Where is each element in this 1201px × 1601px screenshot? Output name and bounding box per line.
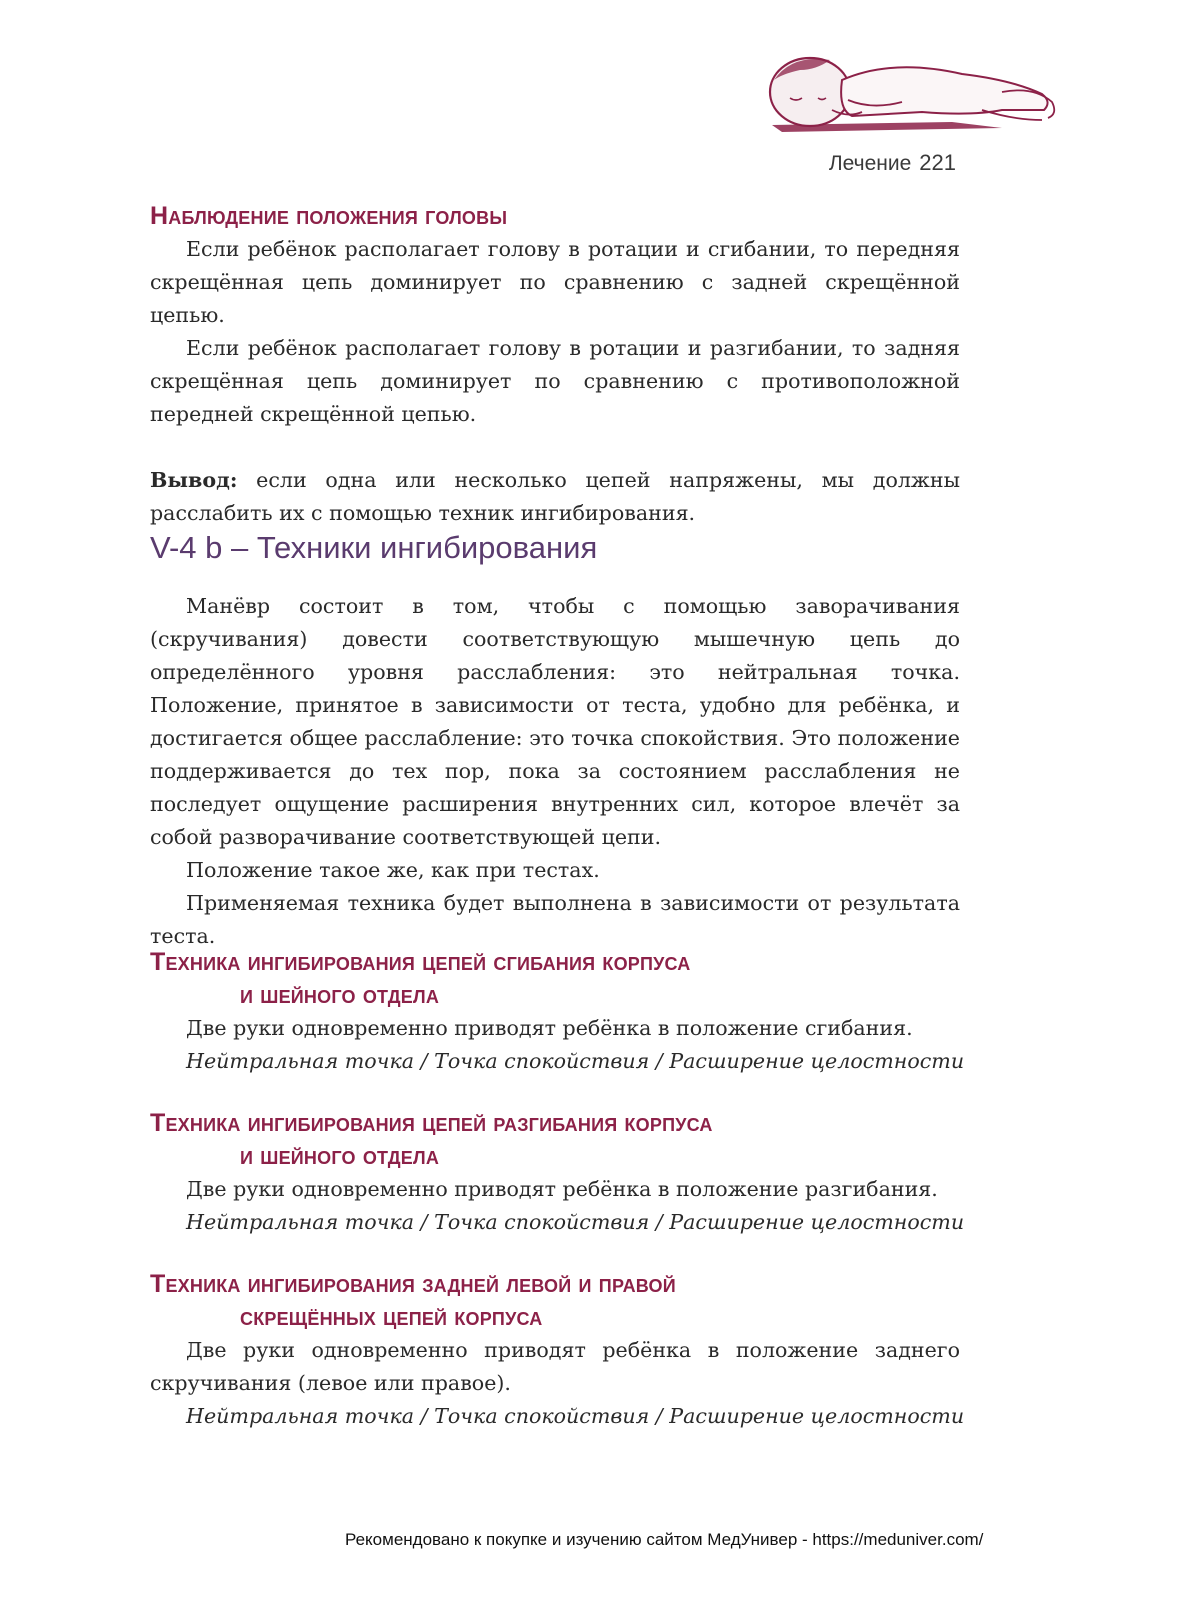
conclusion-label: Вывод: xyxy=(150,468,238,492)
running-title: Лечение xyxy=(828,152,912,175)
technique-block xyxy=(150,1107,965,1239)
technique-heading-line2: и шейного отдела xyxy=(240,1142,440,1170)
footer-recommendation: Рекомендовано к покупке и изучению сайтом МедУнивер - https://meduniver.com/ xyxy=(345,1530,984,1549)
section-inhibition-body xyxy=(150,590,960,953)
paragraph: Манёвр состоит в том, чтобы с помощью заворачивания (скручивания) довести соответствующую мышечную цепь до определённого уровня расслабления: это нейтральная точка. Положение, принятое в зависимости от теста, удобно для ребёнка, и достигается общее расслабление: это точка спокойствия. Это положение поддерживается до тех пор, пока за состоянием расслабления не последует ощущение расширения внутренних сил, которое влечёт за собой разворачивание соответствующей цепи. xyxy=(150,594,960,849)
section-inhibition xyxy=(150,530,960,566)
section-heading: Наблюдение положения головы xyxy=(150,202,508,230)
technique-heading-line1: Техника ингибирования цепей разгибания корпуса xyxy=(150,1109,713,1137)
paragraph: Если ребёнок располагает голову в ротации и разгибании, то задняя скрещённая цепь доминирует по сравнению с противоположной передней скрещённой цепью. xyxy=(150,336,960,426)
paragraph: Положение такое же, как при тестах. xyxy=(186,858,600,882)
technique-heading xyxy=(150,1268,960,1334)
paragraph: Если ребёнок располагает голову в ротации и сгибании, то передняя скрещённая цепь доминирует по сравнению с задней скрещённой цепью. xyxy=(150,237,960,327)
technique-italic: Нейтральная точка / Точка спокойствия / Расширение целостности xyxy=(186,1404,965,1428)
technique-block xyxy=(150,946,965,1078)
section-head-position xyxy=(150,200,960,530)
sleeping-baby-illustration xyxy=(752,40,1072,140)
paragraph: Применяемая техника будет выполнена в зависимости от результата теста. xyxy=(150,891,960,948)
technique-text: Две руки одновременно приводят ребёнка в положение разгибания. xyxy=(186,1177,938,1201)
technique-heading-line2: скрещённых цепей корпуса xyxy=(240,1303,543,1331)
running-head xyxy=(829,150,956,176)
technique-heading-line2: и шейного отдела xyxy=(240,981,440,1009)
page-number: 221 xyxy=(919,150,956,175)
technique-heading-line1: Техника ингибирования цепей сгибания корпуса xyxy=(150,948,691,976)
conclusion-text: если одна или несколько цепей напряжены, мы должны расслабить их с помощью техник ингибирования. xyxy=(150,468,960,525)
technique-italic: Нейтральная точка / Точка спокойствия / Расширение целостности xyxy=(186,1049,965,1073)
technique-italic: Нейтральная точка / Точка спокойствия / Расширение целостности xyxy=(186,1210,965,1234)
conclusion-paragraph xyxy=(150,464,960,530)
technique-text: Две руки одновременно приводят ребёнка в положение сгибания. xyxy=(186,1016,913,1040)
technique-block xyxy=(150,1268,965,1433)
technique-text: Две руки одновременно приводят ребёнка в положение заднего скручивания (левое или правое). xyxy=(150,1338,960,1395)
technique-heading xyxy=(150,946,960,1012)
technique-heading xyxy=(150,1107,960,1173)
section-title: V-4 b – Техники ингибирования xyxy=(150,530,598,565)
technique-heading-line1: Техника ингибирования задней левой и правой xyxy=(150,1270,676,1298)
